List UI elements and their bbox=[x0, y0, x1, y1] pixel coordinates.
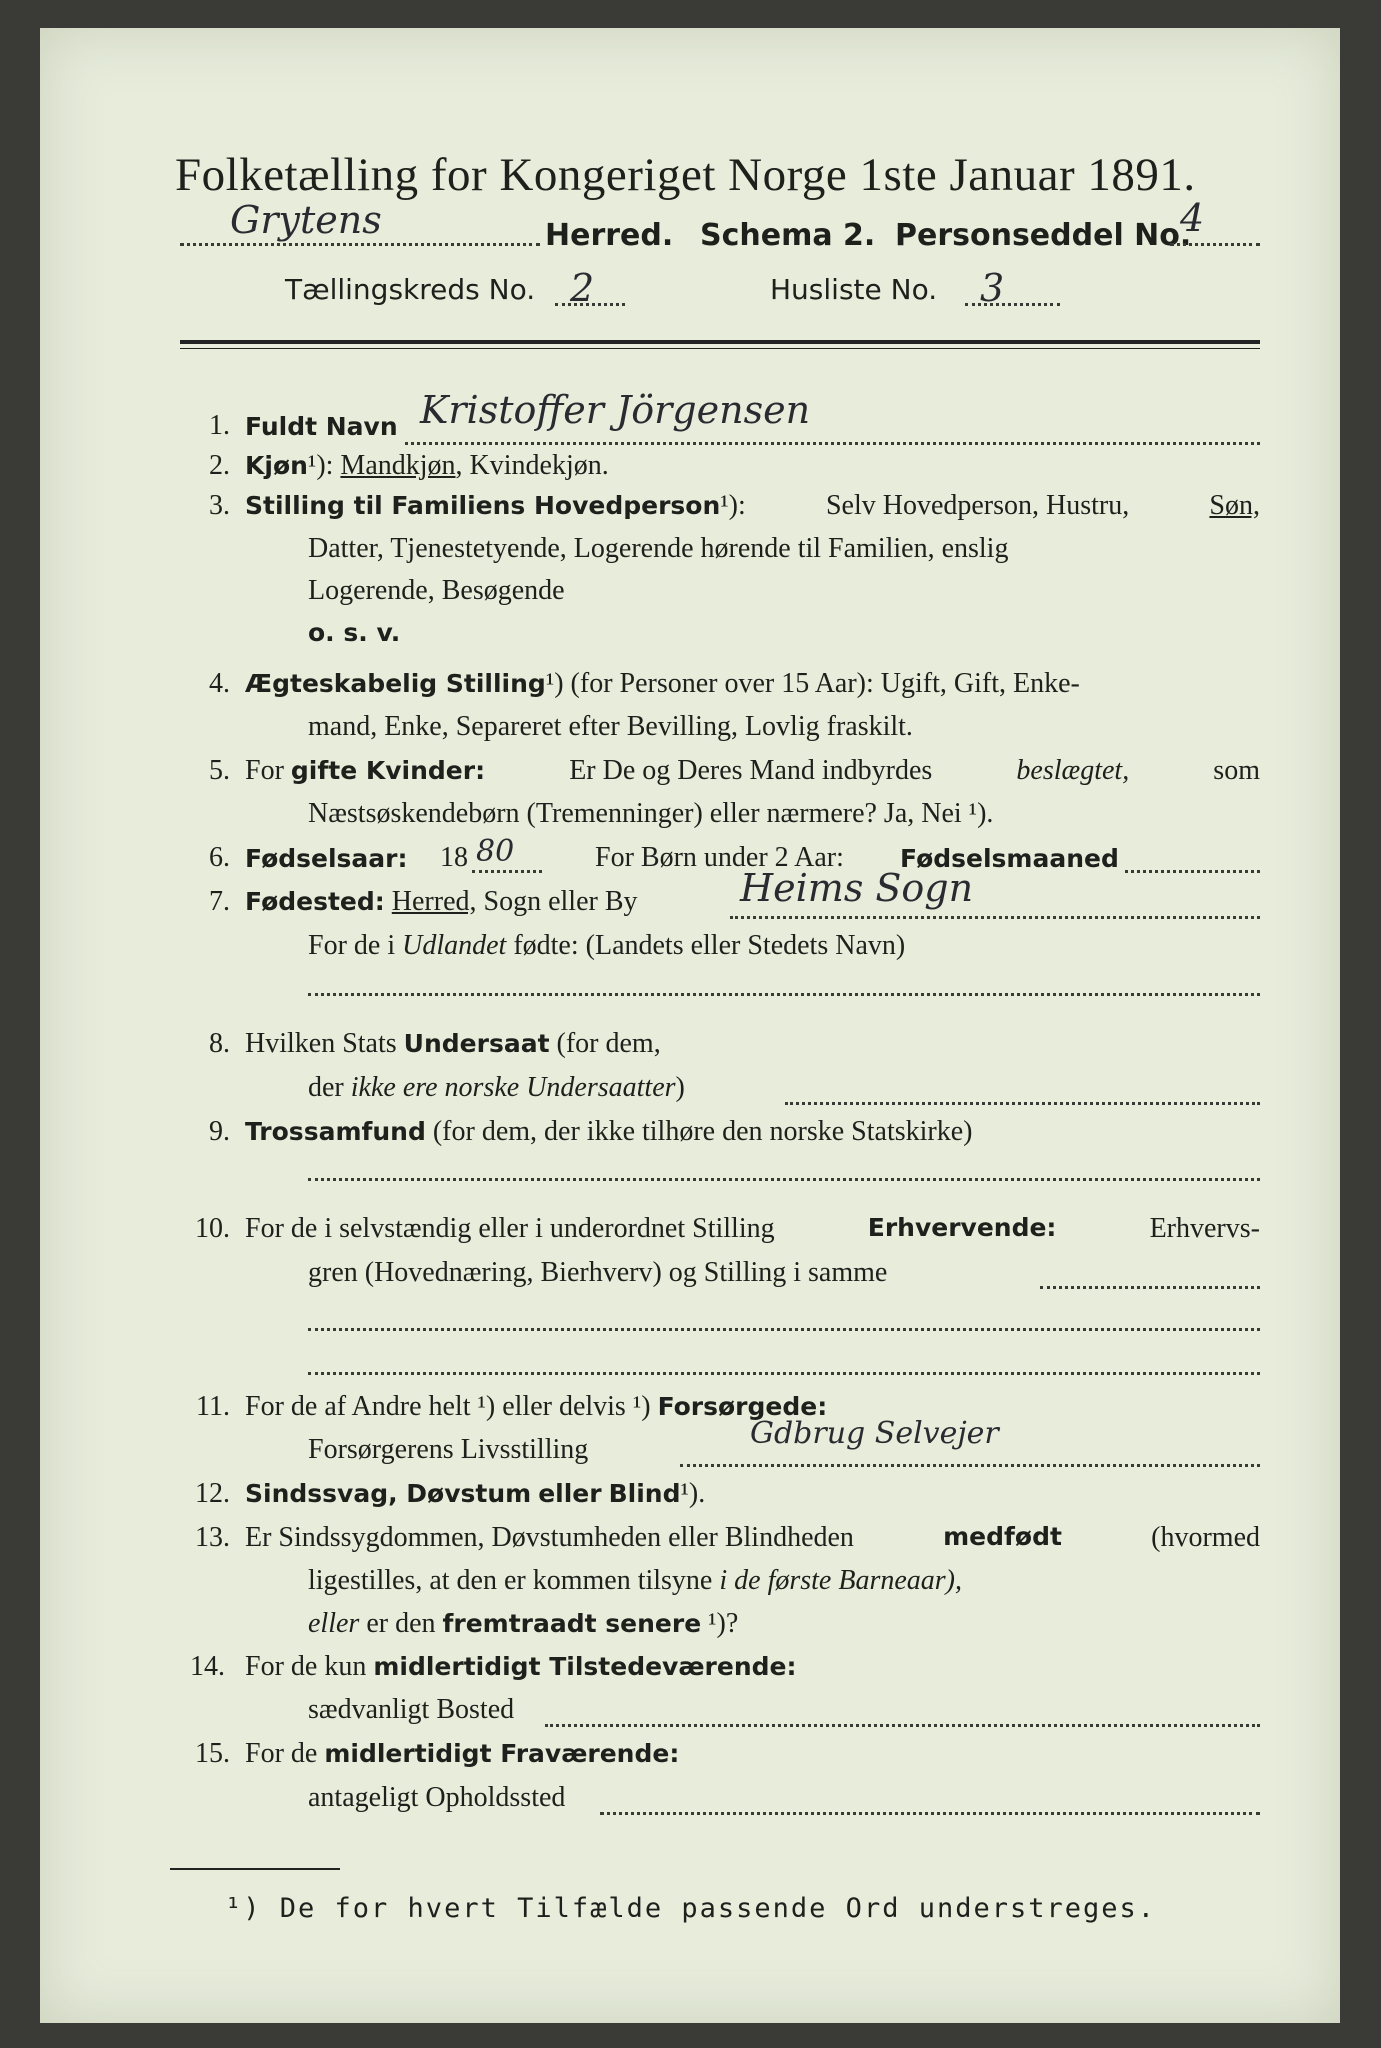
marital-line-1 bbox=[245, 668, 1080, 700]
marital-line-2: mand, Enke, Separeret efter Bevilling, Lovlig fraskilt. bbox=[308, 711, 913, 742]
disability-line bbox=[245, 1478, 705, 1510]
temporary-label: midlertidigt Tilstedeværende: bbox=[373, 1652, 797, 1681]
abroad-italic: Udlandet bbox=[402, 930, 507, 961]
temporary-line bbox=[245, 1651, 797, 1683]
absent-label: midlertidigt Fraværende: bbox=[324, 1739, 680, 1768]
birthplace-option-herred: Herred, bbox=[391, 886, 477, 917]
congenital-line3-a: er den bbox=[366, 1608, 436, 1639]
item-number: 1. bbox=[209, 410, 230, 441]
item-number: 12. bbox=[195, 1478, 230, 1509]
item-number: 14. bbox=[190, 1651, 225, 1682]
header-rule bbox=[180, 340, 1260, 344]
citizenship-der: der bbox=[308, 1072, 344, 1103]
citizenship-line-1 bbox=[245, 1028, 661, 1060]
item-number: 8. bbox=[209, 1028, 230, 1059]
position-line-1 bbox=[245, 490, 1260, 522]
birthmonth-label: Fødselsmaaned bbox=[900, 844, 1119, 873]
occupation-dotline-1 bbox=[1040, 1286, 1260, 1289]
item-number: 13. bbox=[195, 1522, 230, 1553]
congenital-pre: Er Sindssygdommen, Døvstumheden eller Blindheden bbox=[245, 1522, 854, 1553]
citizenship-label: Undersaat bbox=[403, 1029, 550, 1058]
marital-options-1: (for Personer over 15 Aar): Ugift, Gift, Enke- bbox=[570, 668, 1080, 699]
occupation-line-1 bbox=[245, 1213, 1260, 1245]
absent-pre: For de bbox=[245, 1738, 318, 1769]
kinship-italic: beslægtet, bbox=[1016, 755, 1130, 786]
congenital-line-1 bbox=[245, 1522, 1260, 1554]
disability-blind: Blind bbox=[608, 1479, 681, 1508]
census-form-page bbox=[40, 28, 1340, 2023]
position-line-3: Logerende, Besøgende bbox=[308, 575, 565, 606]
occupation-pre: For de i selvstændig eller i underordnet Stilling bbox=[245, 1213, 775, 1244]
name-dotline bbox=[405, 442, 1260, 445]
absent-line bbox=[245, 1738, 679, 1770]
birthyear-prefix: 18 bbox=[440, 842, 468, 873]
occupation-dotline-3 bbox=[308, 1372, 1260, 1375]
congenital-line-2 bbox=[308, 1565, 962, 1597]
citizenship-pre: Hvilken Stats bbox=[245, 1028, 397, 1059]
footnote-ref: ¹): bbox=[307, 450, 334, 481]
kreds-label: Tællingskreds No. bbox=[285, 273, 536, 306]
sex-label: Kjøn bbox=[245, 451, 308, 480]
supported-pre: For de af Andre helt ¹) eller delvis ¹) bbox=[245, 1391, 651, 1422]
temporary-pre: For de kun bbox=[245, 1651, 367, 1682]
congenital-later-label: fremtraadt senere bbox=[442, 1609, 702, 1638]
supporter-value: Gdbrug Selvejer bbox=[750, 1416, 999, 1451]
abroad-dotline bbox=[308, 993, 1260, 996]
schema-label: Schema 2. bbox=[700, 218, 876, 253]
congenital-line2-a: ligestilles, at den er kommen tilsyne bbox=[308, 1565, 713, 1596]
birthplace-dotline bbox=[730, 916, 1260, 919]
citizenship-italic: ikke ere norske Undersaatter bbox=[350, 1072, 676, 1103]
form-title: Folketælling for Kongeriget Norge 1ste Januar 1891. bbox=[175, 149, 1196, 201]
herred-label: Herred. bbox=[545, 218, 674, 253]
citizenship-post: (for dem, bbox=[556, 1028, 661, 1059]
kinship-pre: For bbox=[245, 755, 284, 786]
birthplace-options: Sogn eller By bbox=[483, 886, 638, 917]
kreds-value: 2 bbox=[570, 266, 595, 310]
congenital-eller: eller bbox=[308, 1608, 360, 1639]
sex-line: Kjøn¹): Mandkjøn, Kvindekjøn. bbox=[245, 450, 609, 481]
kinship-som: som bbox=[1213, 755, 1260, 786]
occupation-post: Erhvervs- bbox=[1149, 1213, 1260, 1244]
position-options: Selv Hovedperson, Hustru, bbox=[825, 490, 1130, 521]
footnote-ref: ¹). bbox=[680, 1478, 706, 1509]
position-option-son: Søn, bbox=[1209, 490, 1260, 521]
occupation-label: Erhvervende: bbox=[867, 1213, 1057, 1242]
citizenship-line-2: der ikke ere norske Undersaatter) bbox=[308, 1072, 685, 1103]
occupation-dotline-2 bbox=[308, 1328, 1260, 1331]
personseddel-label: Personseddel No. bbox=[895, 218, 1192, 253]
abroad-pre: For de i bbox=[308, 930, 396, 961]
position-label: Stilling til Familiens Hovedperson bbox=[245, 491, 721, 520]
sex-option-female: Kvindekjøn. bbox=[469, 450, 609, 481]
kinship-question: Er De og Deres Mand indbyrdes bbox=[569, 755, 933, 786]
personseddel-dotline bbox=[1170, 243, 1260, 246]
birthyear-dotline bbox=[472, 870, 542, 873]
footnote-ref: ¹) bbox=[545, 668, 564, 699]
footnote-rule bbox=[170, 1868, 340, 1870]
item-number: 3. bbox=[209, 490, 230, 521]
husliste-value: 3 bbox=[980, 266, 1005, 310]
item-number: 6. bbox=[209, 842, 230, 873]
husliste-label: Husliste No. bbox=[770, 273, 938, 306]
congenital-label: medfødt bbox=[943, 1522, 1062, 1551]
name-value: Kristoffer Jörgensen bbox=[420, 388, 811, 432]
item-number: 7. bbox=[209, 886, 230, 917]
religion-rest: (for dem, der ikke tilhøre den norske Statskirke) bbox=[432, 1116, 973, 1147]
supporter-label: Forsørgerens Livsstilling bbox=[308, 1434, 589, 1465]
birthplace-label: Fødested: bbox=[245, 887, 385, 916]
whereabouts-label: antageligt Opholdssted bbox=[308, 1782, 566, 1813]
supported-line-1 bbox=[245, 1391, 827, 1423]
item-number: 4. bbox=[209, 668, 230, 699]
supported-label: Forsørgede: bbox=[657, 1392, 828, 1421]
birthmonth-dotline bbox=[1125, 870, 1260, 873]
herred-dotline bbox=[180, 243, 540, 246]
item-number: 15. bbox=[195, 1738, 230, 1769]
abroad-rest: fødte: (Landets eller Stedets Navn) bbox=[513, 930, 906, 961]
residence-label: sædvanligt Bosted bbox=[308, 1694, 515, 1725]
congenital-post: (hvormed bbox=[1151, 1522, 1260, 1553]
item-number: 5. bbox=[209, 755, 230, 786]
birthyear-label: Fødselsaar: bbox=[245, 844, 408, 873]
birthplace-line bbox=[245, 886, 638, 918]
abroad-line bbox=[308, 930, 905, 962]
item-number: 2. bbox=[209, 450, 230, 481]
herred-value: Grytens bbox=[230, 198, 382, 242]
sex-option-male: Mandkjøn bbox=[340, 450, 456, 481]
header-rule-thin bbox=[180, 348, 1260, 349]
religion-dotline bbox=[308, 1178, 1260, 1181]
birthyear-value: 80 bbox=[476, 834, 515, 869]
item-number: 10. bbox=[195, 1213, 230, 1244]
name-label: Fuldt Navn bbox=[245, 412, 398, 441]
citizenship-dotline bbox=[785, 1102, 1260, 1105]
item-number: 9. bbox=[209, 1116, 230, 1147]
footnote-ref: ¹)? bbox=[708, 1608, 739, 1639]
disability-mid: eller bbox=[538, 1479, 602, 1508]
footnote-ref: ¹): bbox=[720, 490, 746, 521]
whereabouts-dotline bbox=[600, 1812, 1260, 1815]
residence-dotline bbox=[545, 1724, 1260, 1727]
kinship-line-2: Næstsøskendebørn (Tremenninger) eller nærmere? Ja, Nei ¹). bbox=[308, 798, 994, 829]
occupation-line-2: gren (Hovednæring, Bierhverv) og Stilling i samme bbox=[308, 1257, 888, 1288]
birthmonth-question: For Børn under 2 Aar: bbox=[595, 842, 844, 873]
congenital-line-3 bbox=[308, 1608, 738, 1640]
marital-label: Ægteskabelig Stilling bbox=[245, 669, 546, 698]
position-line-2: Datter, Tjenestetyende, Logerende hørende til Familien, enslig bbox=[308, 533, 1009, 564]
congenital-line2-i: i de første Barneaar), bbox=[719, 1565, 962, 1596]
kinship-line-1 bbox=[245, 755, 1260, 787]
personseddel-value: 4 bbox=[1180, 196, 1205, 240]
religion-line bbox=[245, 1116, 972, 1148]
disability-label: Sindssvag, Døvstum bbox=[245, 1479, 532, 1508]
item-number: 11. bbox=[196, 1391, 230, 1422]
position-line-4: o. s. v. bbox=[308, 618, 401, 647]
birthplace-value: Heims Sogn bbox=[740, 866, 974, 910]
footnote-text: ¹) De for hvert Tilfælde passende Ord understreges. bbox=[225, 1893, 1157, 1924]
religion-label: Trossamfund bbox=[245, 1117, 426, 1146]
supporter-dotline bbox=[680, 1464, 1260, 1467]
kinship-label: gifte Kvinder: bbox=[290, 756, 486, 785]
